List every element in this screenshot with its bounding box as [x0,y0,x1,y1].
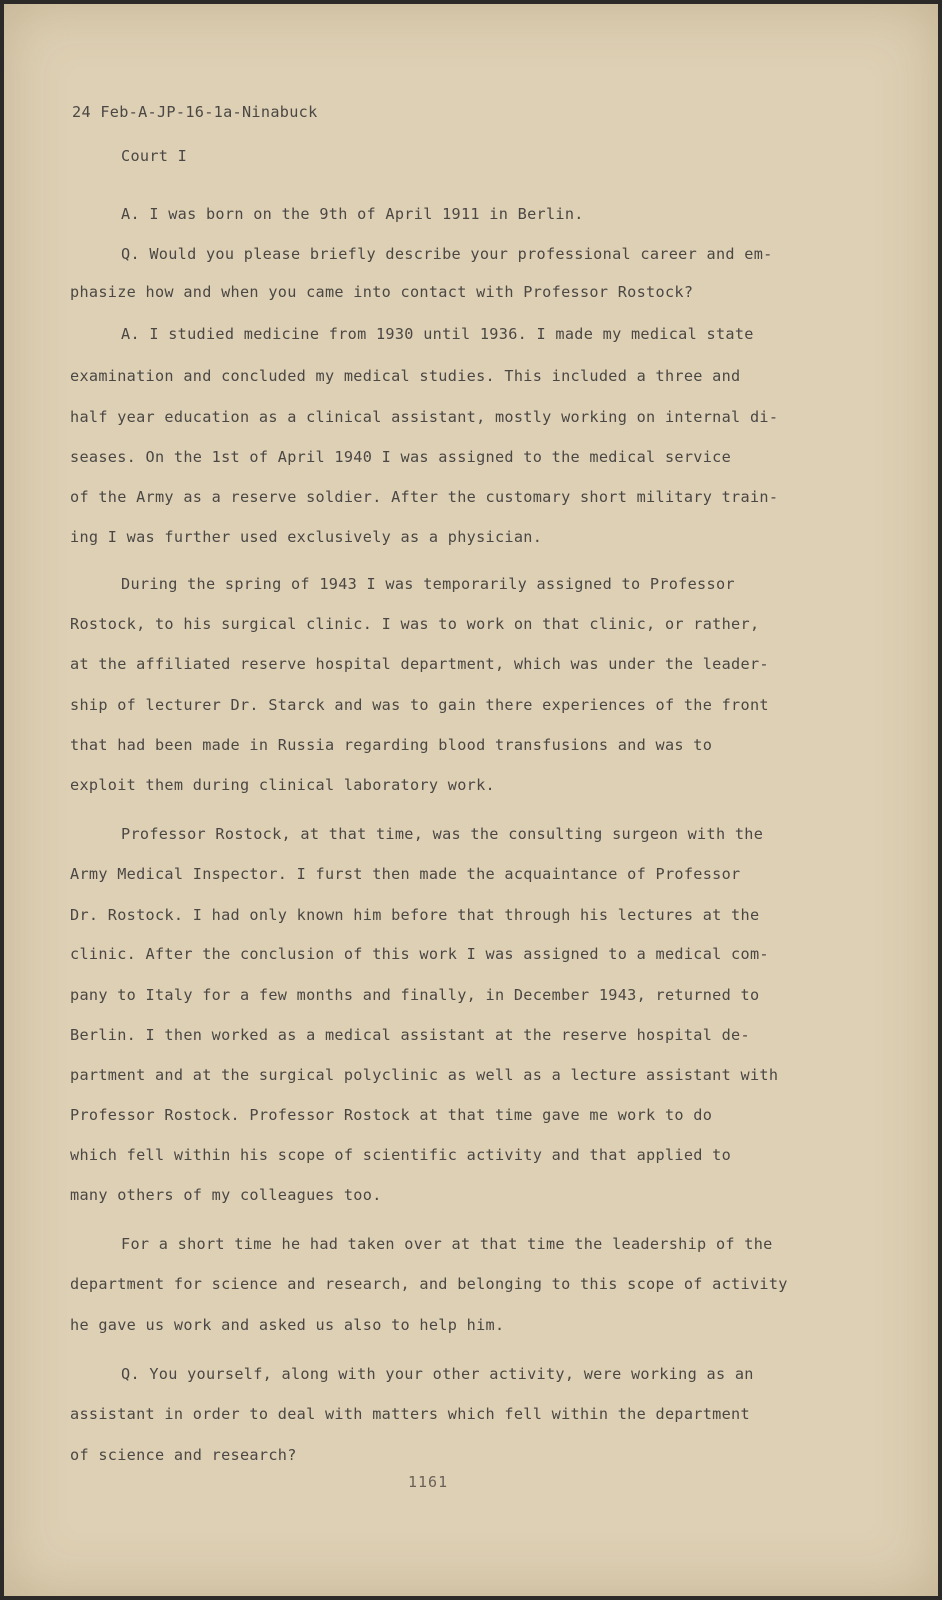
transcript-line: partment and at the surgical polyclinic as well as a lecture assistant with [70,1066,779,1084]
transcript-line: ship of lecturer Dr. Starck and was to gain there experiences of the front [70,696,769,714]
court-label: Court I [121,147,188,165]
transcript-line: he gave us work and asked us also to help him. [70,1316,505,1334]
transcript-line: of science and research? [70,1446,297,1464]
transcript-line: During the spring of 1943 I was temporarily assigned to Professor [121,575,735,593]
transcript-line: at the affiliated reserve hospital department, which was under the leader- [70,655,769,673]
transcript-line: Professor Rostock. Professor Rostock at that time gave me work to do [70,1106,713,1124]
transcript-line: that had been made in Russia regarding blood transfusions and was to [70,736,713,754]
transcript-line: seases. On the 1st of April 1940 I was assigned to the medical service [70,448,732,466]
transcript-line: pany to Italy for a few months and finally, in December 1943, returned to [70,986,760,1004]
transcript-line: examination and concluded my medical studies. This included a three and [70,367,741,385]
transcript-line: clinic. After the conclusion of this work I was assigned to a medical com- [70,945,769,963]
transcript-line: exploit them during clinical laboratory work. [70,776,495,794]
page-number: 1161 [408,1473,449,1491]
transcript-line: Army Medical Inspector. I furst then made the acquaintance of Professor [70,865,741,883]
transcript-line: ing I was further used exclusively as a physician. [70,528,543,546]
transcript-page [4,4,938,1596]
transcript-line: Dr. Rostock. I had only known him before that through his lectures at the [70,906,760,924]
transcript-line: Q. You yourself, along with your other activity, were working as an [121,1365,754,1383]
transcript-line: Q. Would you please briefly describe your professional career and em- [121,245,773,263]
transcript-line: phasize how and when you came into contact with Professor Rostock? [70,283,694,301]
transcript-line: Rostock, to his surgical clinic. I was to work on that clinic, or rather, [70,615,760,633]
transcript-line: which fell within his scope of scientific activity and that applied to [70,1146,732,1164]
transcript-line: A. I studied medicine from 1930 until 1936. I made my medical state [121,325,754,343]
document-reference-code: 24 Feb-A-JP-16-1a-Ninabuck [72,103,318,121]
transcript-line: department for science and research, and belonging to this scope of activity [70,1275,788,1293]
transcript-line: of the Army as a reserve soldier. After the customary short military train- [70,488,779,506]
transcript-line: Professor Rostock, at that time, was the consulting surgeon with the [121,825,764,843]
transcript-line: Berlin. I then worked as a medical assistant at the reserve hospital de- [70,1026,750,1044]
transcript-line: A. I was born on the 9th of April 1911 in Berlin. [121,205,584,223]
transcript-line: assistant in order to deal with matters which fell within the department [70,1405,750,1423]
transcript-line: half year education as a clinical assistant, mostly working on internal di- [70,408,779,426]
transcript-line: For a short time he had taken over at that time the leadership of the [121,1235,773,1253]
transcript-line: many others of my colleagues too. [70,1186,382,1204]
